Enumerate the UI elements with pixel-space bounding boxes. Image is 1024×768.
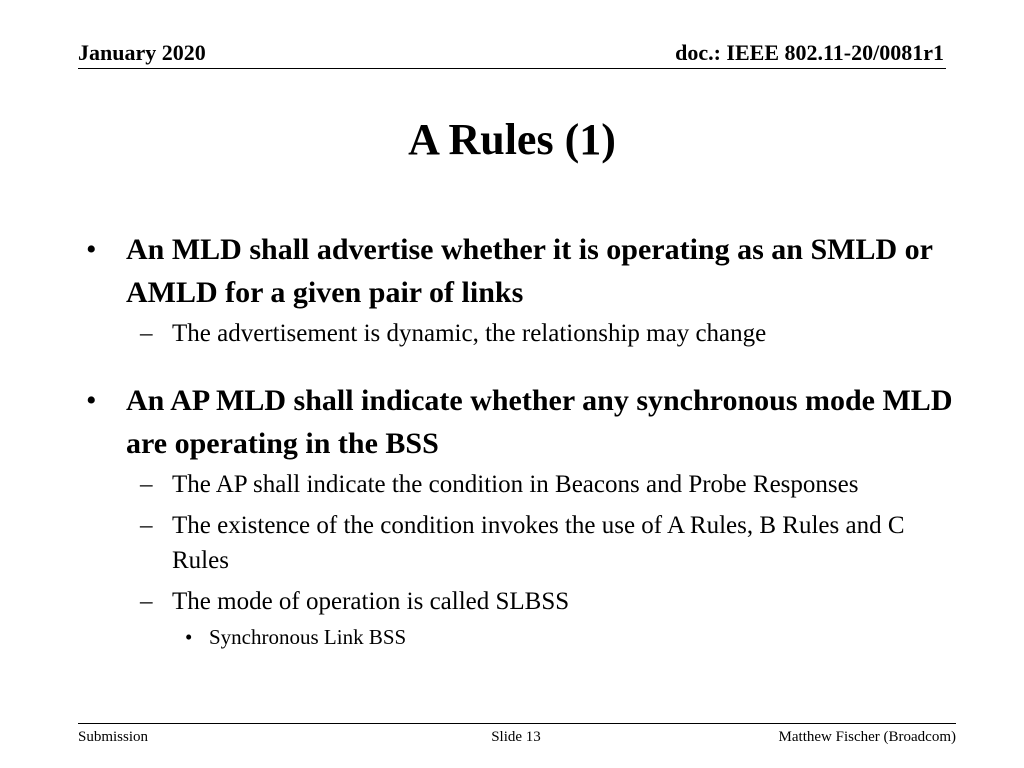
sub-item-2-3 (84, 584, 954, 619)
sub-item-2-2 (84, 508, 954, 578)
sub-sub-item-2-3-1 (84, 621, 954, 653)
spacer (84, 351, 954, 379)
bullet-text: An MLD shall advertise whether it is operating as an SMLD or AMLD for a given pair of links (126, 233, 933, 309)
sub-item-2-1 (84, 467, 954, 502)
sub-item-1-1 (84, 316, 954, 351)
footer-slide-number: Slide 13 (491, 729, 541, 745)
sub-item-text: The advertisement is dynamic, the relationship may change (172, 320, 767, 347)
sub-item-text: The mode of operation is called SLBSS (172, 588, 570, 615)
header-divider (78, 68, 946, 69)
header-doc-number: doc.: IEEE 802.11-20/0081r1 (675, 40, 944, 65)
dash-marker: – (140, 588, 153, 615)
bullet-item-1 (84, 228, 954, 314)
bullet-text: An AP MLD shall indicate whether any synchronous mode MLD are operating in the BSS (126, 384, 953, 460)
dash-marker: – (140, 512, 153, 539)
sub-item-text: The AP shall indicate the condition in Beacons and Probe Responses (172, 471, 859, 498)
slide-body (84, 228, 954, 653)
sub-item-text: The existence of the condition invokes the use of A Rules, B Rules and C Rules (172, 512, 905, 574)
header-date: January 2020 (78, 40, 206, 65)
footer-author: Matthew Fischer (Broadcom) (778, 729, 956, 745)
footer-submission: Submission (78, 729, 149, 745)
bullet-marker: • (185, 625, 193, 649)
dash-marker: – (140, 471, 153, 498)
dash-marker: – (140, 320, 153, 347)
bullet-item-2 (84, 379, 954, 465)
sub-sub-item-text: Synchronous Link BSS (209, 625, 407, 649)
bullet-marker: • (86, 233, 97, 266)
slide-title: A Rules (1) (408, 115, 616, 164)
bullet-marker: • (86, 384, 97, 417)
footer-divider (78, 723, 956, 724)
